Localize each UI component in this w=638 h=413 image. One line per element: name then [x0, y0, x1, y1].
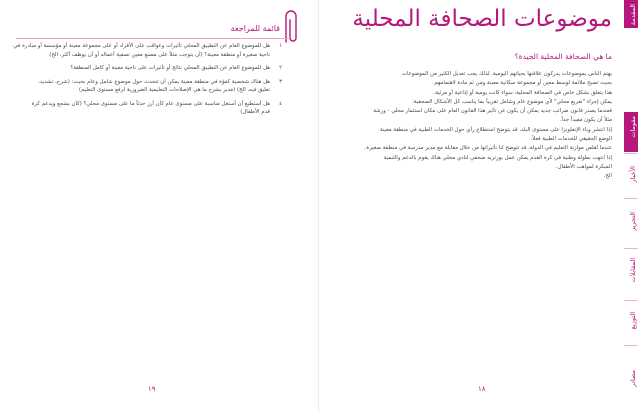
tab-divider [624, 248, 638, 249]
item-text: تعليق فيه، الخ) (مدير يشرح ما هي الإصلاحات التعليمية الضرورية لرفع مستوى التعليم) [78, 87, 270, 93]
item-number: ٢ [279, 65, 282, 71]
tab-sources[interactable]: مصادر [629, 370, 637, 388]
item-number: ١ [279, 43, 282, 49]
item-text: هل أستطيع أن أستغل مناسبة على مستوى عام كأن أرز حدثاً ما على مستوى محلي؟ (كأن يشجع ويدعم كرة [31, 100, 270, 107]
body-line: الوضع الحقيقي للخدمات الطبية فعلاً. [530, 136, 612, 143]
body-line: مثلاً أن يكون مفيداً جداً. [559, 117, 612, 124]
checklist [7, 42, 282, 122]
tab-divider [624, 153, 638, 154]
checklist-title: قائمة للمراجعة [230, 24, 280, 33]
section-subtitle: ما هي الصحافة المحلية الجيدة؟ [514, 52, 612, 61]
item-text: هل للموضوع العام عن التطبيق المحلي تأثيرات وعواقب على الأفراد أو على مجموعة معينة أو مؤسسة أو مبادرة في [13, 43, 270, 49]
item-number: ٣ [279, 78, 282, 85]
tab-distribution[interactable]: التوزيع [629, 312, 637, 330]
checklist-item [7, 78, 282, 95]
item-number: ٤ [279, 100, 282, 107]
page-divider [318, 0, 319, 413]
checklist-item [7, 42, 282, 59]
body-line: المبكرة لمواهب الأطفال. [555, 163, 612, 170]
tab-divider [624, 300, 638, 301]
body-line: يمكن إجراء "تفريع محلي" لأي موضوع عام وشامل تقريباً بما يناسب كل الأشكال الصحفية: [412, 98, 612, 105]
tab-editing[interactable]: التحرير [629, 212, 637, 231]
page-title: موضوعات الصحافة المحلية [352, 6, 612, 32]
body-line: فعندما يصدر قانون ضرائب جديد يمكن أن يكون عن تأثير هذا القانون العام على مكان استثمار محلي - ورشة [373, 108, 612, 115]
body-line: هذا يتعلق بشكل خاص في الصحافة المحلية، سواء كانت يومية أو إذاعية أو مرئية. [433, 89, 612, 96]
paperclip-icon [282, 8, 300, 48]
checklist-item [7, 64, 282, 73]
body-line: عندما تُقلص موازنة التعليم في الدولة، قد تتوضح لنا تأثيراتها من خلال مقابلة مع مدير مدرسة في منطقة صغيرة. [364, 145, 612, 152]
item-text: قدم الأطفال) [240, 109, 270, 115]
item-text: هل هناك شخصية كفؤة في منطقة معينة يمكن أن تتحدث حول موضوع شامل وعام بحيث: (شرح، تشديد، [38, 78, 270, 85]
tab-divider [624, 198, 638, 199]
body-line: إذا انتشر وباء الإنفلونزا على مستوى البلد، قد يتوضح استطلاع رأي حول الخدمات الطبية في منطقة معينة [379, 126, 612, 133]
tab-introduction[interactable]: المقدمة [629, 4, 637, 26]
body-line: بحيث تصبح ملائمة لوسط معين أو مجموعة سكانية معينة ومن ثم مادة لاهتمامهم. [432, 80, 612, 87]
tab-interviews[interactable]: المقابلات [629, 258, 637, 283]
body-text [356, 70, 612, 182]
page-number-right: ١٨ [478, 385, 486, 393]
body-line: الخ. [603, 173, 612, 180]
tab-news[interactable]: الأخبار [629, 166, 637, 183]
tab-divider [624, 345, 638, 346]
section-tab-strip [624, 0, 638, 413]
body-line: يهتم الناس بموضوعات يدركون علاقتها بحياتهم اليومية. لذلك يجب تعديل الكثير من الموضوعات [401, 71, 612, 77]
page-number-left: ١٩ [148, 385, 156, 393]
item-text: هل للموضوع العام عن التطبيق المحلي نتائج أو تأثيرات على ناحية معينة أو كامل المنطقة؟ [70, 65, 270, 71]
tab-foundations[interactable]: مقومات [629, 116, 637, 138]
title-rule [16, 38, 290, 39]
body-line: إذا انتهت بطولة وطنية في كرة القدم يمكن عمل بورتريه صحفي لنادي محلي هناك يقوم بالدعم والتنمية [383, 154, 612, 161]
item-text: ناحية صغيرة أو منطقة معينة؟ (أن يتوجب مثلاً على مصنع معين تصفية أعماله أو أن يوظف أكثر، الخ) [49, 51, 270, 58]
checklist-item [7, 100, 282, 117]
